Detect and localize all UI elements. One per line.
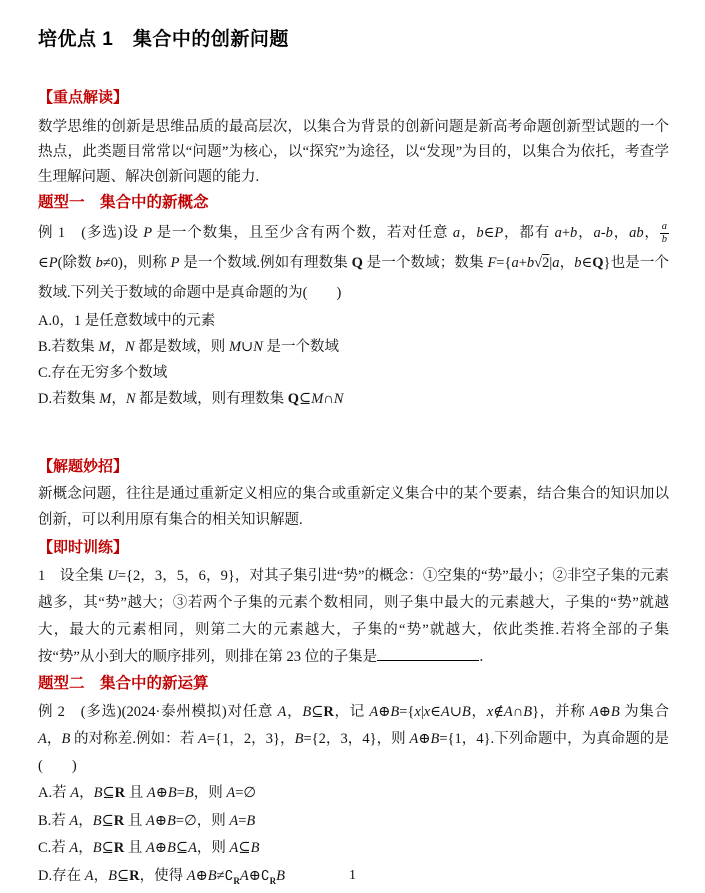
page-title: 培优点 1 集合中的创新问题 [38, 29, 289, 50]
example1-option-c: C.存在无穷多个数域 [38, 365, 168, 381]
section-header-type1: 题型一 集合中的新概念 [38, 194, 209, 211]
example2-option-a: A.若 A，B⊆R 且 A⊕B=B，则 A=∅ [38, 785, 257, 801]
example1-option-d: D.若数集 M，N 都是数域，则有理数集 Q⊆M∩N [38, 391, 344, 407]
page-number: 1 [349, 868, 356, 883]
example1-options [38, 308, 669, 412]
example2-stem: 例 2 (多选)(2024·泰州模拟)对任意 A，B⊆R，记 A⊕B={x|x∈A∪B，x∉A∩B}，并称 A⊕B 为集合 A，B 的对称差.例如：若 A={1，2，3}，B={2，3，4}，则 A⊕B={1，4}.下列命题中，为真命题的是( ) [38, 704, 670, 774]
answer-blank [377, 646, 479, 662]
section-header-key-reading: 【重点解读】 [38, 89, 129, 106]
example2-option-c: C.若 A，B⊆R 且 A⊕B⊆A，则 A⊆B [38, 840, 260, 856]
example2-option-d: D.存在 A，B⊆R，使得 $A\oplus B\ne∁_RA\oplus∁_RB$ [38, 867, 285, 886]
example1-stem: 例 1 (多选)设 P 是一个数集，且至少含有两个数，若对任意 a，b∈P，都有 a+b，a-b，ab， $\frac{a}{b}$ ∈P(除数 b≠0)，则称 P 是一个数域.例如有理数集 Q 是一个数域；数集 F={a+b√2|a，b∈Q}也是一个数域.下列关于数域的命题中是真命题的为( ) [38, 221, 669, 301]
section-header-instant-training: 【即时训练】 [38, 539, 129, 556]
example2-option-b: B.若 A，B⊆R 且 A⊕B=∅，则 A=B [38, 812, 256, 829]
intro-paragraph: 数学思维的创新是思维品质的最高层次，以集合为背景的创新问题是新高考命题创新型试题的一个热点，此类题目常常以“问题”为核心，以“探究”为途径，以“发现”为目的，以集合为依托，考查学生理解问题、解决创新问题的能力. [38, 119, 669, 185]
section-header-solving-tips: 【解题妙招】 [38, 458, 129, 475]
section-header-type2: 题型二 集合中的新运算 [38, 675, 209, 692]
example1-option-b: B.若数集 M，N 都是数域，则 M∪N 是一个数域 [38, 339, 339, 355]
tips-paragraph: 新概念问题，往往是通过重新定义相应的集合或重新定义集合中的某个要素，结合集合的知识加以创新，可以利用原有集合的相关知识解题. [38, 486, 669, 528]
fraction-a-over-b: $\frac{a}{b}$ [661, 221, 668, 246]
training-problem-1: 1 设全集 U={2，3，5，6，9}，对其子集引进“势”的概念：①空集的“势”最小；②非空子集的元素越多，其“势”越大；③若两个子集的元素个数相同，则子集中最大的元素越大，子集的“势”就越大，最大的元素相同，则第二大的元素越大，子集的“势”就越大，依此类推.若将全部的子集按“势”从小到大的顺序排列，则排在第 23 位的子集是 ． [38, 568, 669, 665]
example1-option-a: A.0，1 是任意数域中的元素 [38, 313, 216, 329]
